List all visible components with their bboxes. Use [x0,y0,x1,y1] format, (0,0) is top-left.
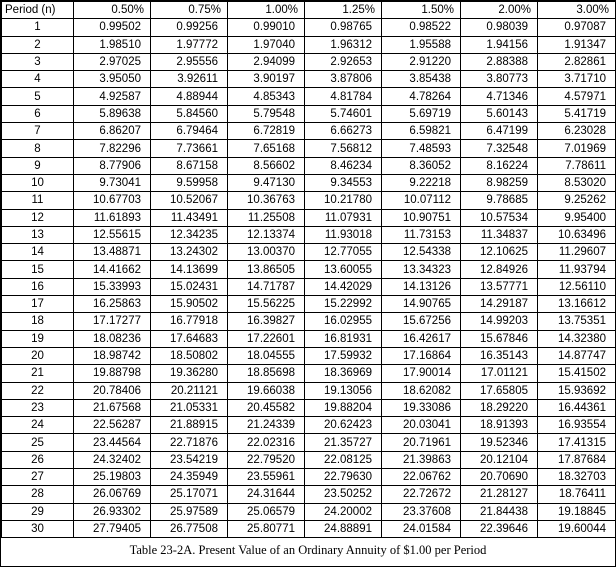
period-cell: 11 [2,192,74,209]
table-row [2,503,616,520]
annuity-value-cell: 16.81931 [305,330,382,347]
annuity-value-cell: 18.04555 [228,347,305,364]
table-row [2,434,616,451]
period-cell: 10 [2,174,74,191]
annuity-value-cell: 17.41315 [538,434,616,451]
table-row [2,140,616,157]
period-cell: 5 [2,88,74,105]
annuity-value-cell: 8.56602 [228,157,305,174]
annuity-value-cell: 2.95556 [151,53,228,70]
annuity-value-cell: 7.32548 [461,140,538,157]
annuity-value-cell: 7.73661 [151,140,228,157]
annuity-value-cell: 1.96312 [305,36,382,53]
column-header-rate: 1.00% [228,2,305,19]
annuity-value-cell: 11.73153 [382,226,461,243]
annuity-value-cell: 11.07931 [305,209,382,226]
table-row [2,330,616,347]
annuity-value-cell: 4.57971 [538,88,616,105]
table-row [2,71,616,88]
column-header-rate: 2.00% [461,2,538,19]
annuity-value-cell: 16.77918 [151,313,228,330]
annuity-value-cell: 2.94099 [228,53,305,70]
period-cell: 17 [2,296,74,313]
annuity-value-cell: 10.07112 [382,192,461,209]
period-cell: 8 [2,140,74,157]
period-cell: 14 [2,244,74,261]
annuity-value-cell: 18.62082 [382,382,461,399]
annuity-value-cell: 10.67703 [74,192,151,209]
annuity-value-cell: 13.34323 [382,261,461,278]
table-row [2,347,616,364]
annuity-value-cell: 21.35727 [305,434,382,451]
annuity-value-cell: 3.87806 [305,71,382,88]
column-header-rate: 1.50% [382,2,461,19]
annuity-value-cell: 4.92587 [74,88,151,105]
annuity-value-cell: 17.64683 [151,330,228,347]
period-cell: 22 [2,382,74,399]
annuity-value-cell: 9.34553 [305,174,382,191]
period-cell: 20 [2,347,74,364]
annuity-value-cell: 9.22218 [382,174,461,191]
annuity-value-cell: 16.35143 [461,347,538,364]
annuity-value-cell: 3.95050 [74,71,151,88]
annuity-value-cell: 14.42029 [305,278,382,295]
annuity-value-cell: 21.05331 [151,399,228,416]
annuity-value-cell: 12.34235 [151,226,228,243]
annuity-value-cell: 6.79464 [151,123,228,140]
annuity-value-cell: 15.67846 [461,330,538,347]
annuity-value-cell: 22.56287 [74,417,151,434]
table-header-row [2,2,616,19]
table-row [2,382,616,399]
annuity-value-cell: 6.72819 [228,123,305,140]
table-row [2,192,616,209]
annuity-value-cell: 15.33993 [74,278,151,295]
annuity-value-cell: 25.19803 [74,469,151,486]
annuity-value-cell: 1.98510 [74,36,151,53]
annuity-value-cell: 5.74601 [305,105,382,122]
annuity-value-cell: 22.08125 [305,451,382,468]
annuity-value-cell: 4.81784 [305,88,382,105]
annuity-value-cell: 20.03041 [382,417,461,434]
annuity-value-cell: 8.36052 [382,157,461,174]
annuity-value-cell: 14.71787 [228,278,305,295]
period-cell: 1 [2,19,74,36]
table-row [2,244,616,261]
table-row [2,417,616,434]
annuity-value-cell: 27.79405 [74,520,151,537]
annuity-value-cell: 4.78264 [382,88,461,105]
annuity-value-cell: 6.59821 [382,123,461,140]
annuity-value-cell: 0.99502 [74,19,151,36]
period-cell: 29 [2,503,74,520]
period-cell: 12 [2,209,74,226]
annuity-value-cell: 14.29187 [461,296,538,313]
annuity-value-cell: 11.93018 [305,226,382,243]
annuity-value-cell: 14.32380 [538,330,616,347]
annuity-value-cell: 1.95588 [382,36,461,53]
annuity-value-cell: 17.17277 [74,313,151,330]
annuity-value-cell: 3.92611 [151,71,228,88]
annuity-value-cell: 13.24302 [151,244,228,261]
annuity-value-cell: 24.20002 [305,503,382,520]
table-caption: Table 23-2A. Present Value of an Ordinary Annuity of $1.00 per Period [129,543,487,557]
annuity-value-cell: 5.84560 [151,105,228,122]
annuity-value-cell: 10.63496 [538,226,616,243]
table-row [2,53,616,70]
annuity-value-cell: 2.82861 [538,53,616,70]
annuity-value-cell: 22.06762 [382,469,461,486]
annuity-value-cell: 0.98522 [382,19,461,36]
period-cell: 27 [2,469,74,486]
annuity-value-cell: 17.01121 [461,365,538,382]
annuity-value-cell: 24.88891 [305,520,382,537]
period-cell: 18 [2,313,74,330]
annuity-value-cell: 24.35949 [151,469,228,486]
annuity-value-cell: 26.06769 [74,486,151,503]
annuity-value-cell: 6.66273 [305,123,382,140]
annuity-value-cell: 19.60044 [538,520,616,537]
table-row [2,226,616,243]
annuity-value-cell: 21.67568 [74,399,151,416]
annuity-value-cell: 11.61893 [74,209,151,226]
annuity-value-cell: 12.56110 [538,278,616,295]
period-cell: 13 [2,226,74,243]
annuity-value-cell: 8.46234 [305,157,382,174]
table-row [2,261,616,278]
annuity-value-cell: 22.79630 [305,469,382,486]
annuity-value-cell: 19.52346 [461,434,538,451]
annuity-value-cell: 11.93794 [538,261,616,278]
table-row [2,105,616,122]
table-row [2,88,616,105]
annuity-value-cell: 13.75351 [538,313,616,330]
annuity-value-cell: 19.36280 [151,365,228,382]
annuity-value-cell: 17.22601 [228,330,305,347]
period-cell: 2 [2,36,74,53]
annuity-value-cell: 22.39646 [461,520,538,537]
table-row [2,278,616,295]
annuity-value-cell: 0.98765 [305,19,382,36]
annuity-value-cell: 13.60055 [305,261,382,278]
annuity-value-cell: 26.93302 [74,503,151,520]
annuity-value-cell: 5.60143 [461,105,538,122]
annuity-value-cell: 3.90197 [228,71,305,88]
annuity-value-cell: 22.71876 [151,434,228,451]
table-row [2,486,616,503]
annuity-value-cell: 20.62423 [305,417,382,434]
annuity-value-cell: 0.98039 [461,19,538,36]
annuity-value-cell: 12.54338 [382,244,461,261]
annuity-value-cell: 19.88204 [305,399,382,416]
annuity-value-cell: 17.90014 [382,365,461,382]
annuity-value-cell: 18.91393 [461,417,538,434]
annuity-value-cell: 9.95400 [538,209,616,226]
annuity-value-cell: 17.87684 [538,451,616,468]
annuity-value-cell: 9.47130 [228,174,305,191]
annuity-value-cell: 10.21780 [305,192,382,209]
period-cell: 24 [2,417,74,434]
annuity-value-cell: 20.21121 [151,382,228,399]
annuity-value-cell: 18.08236 [74,330,151,347]
annuity-value-cell: 11.25508 [228,209,305,226]
annuity-value-cell: 15.93692 [538,382,616,399]
table-row [2,296,616,313]
annuity-value-cell: 5.41719 [538,105,616,122]
table-body [2,19,616,538]
annuity-value-cell: 3.80773 [461,71,538,88]
annuity-value-cell: 13.16612 [538,296,616,313]
annuity-value-cell: 18.29220 [461,399,538,416]
annuity-value-cell: 0.99010 [228,19,305,36]
table-row [2,451,616,468]
annuity-value-cell: 19.33086 [382,399,461,416]
annuity-value-cell: 20.70690 [461,469,538,486]
annuity-value-cell: 9.73041 [74,174,151,191]
table-row [2,19,616,36]
period-cell: 6 [2,105,74,122]
column-header-rate: 0.75% [151,2,228,19]
annuity-value-cell: 2.88388 [461,53,538,70]
annuity-value-cell: 18.36969 [305,365,382,382]
annuity-value-cell: 5.79548 [228,105,305,122]
annuity-value-cell: 23.54219 [151,451,228,468]
column-header-period: Period (n) [2,2,74,19]
table-row [2,469,616,486]
annuity-value-cell: 14.87747 [538,347,616,364]
table-row [2,36,616,53]
annuity-value-cell: 9.59958 [151,174,228,191]
table-row [2,365,616,382]
annuity-value-cell: 12.77055 [305,244,382,261]
annuity-value-cell: 13.48871 [74,244,151,261]
annuity-value-cell: 25.17071 [151,486,228,503]
annuity-value-cell: 1.97772 [151,36,228,53]
period-cell: 21 [2,365,74,382]
annuity-value-cell: 22.72672 [382,486,461,503]
annuity-value-cell: 11.29607 [538,244,616,261]
period-cell: 16 [2,278,74,295]
annuity-value-cell: 6.47199 [461,123,538,140]
annuity-value-cell: 11.43491 [151,209,228,226]
annuity-value-cell: 0.99256 [151,19,228,36]
annuity-value-cell: 16.44361 [538,399,616,416]
column-header-rate: 0.50% [74,2,151,19]
annuity-value-cell: 10.52067 [151,192,228,209]
annuity-value-cell: 15.67256 [382,313,461,330]
annuity-value-cell: 7.82296 [74,140,151,157]
annuity-value-cell: 9.25262 [538,192,616,209]
annuity-value-cell: 8.98259 [461,174,538,191]
annuity-value-cell: 2.97025 [74,53,151,70]
annuity-value-cell: 4.85343 [228,88,305,105]
period-cell: 26 [2,451,74,468]
annuity-value-cell: 18.50802 [151,347,228,364]
period-cell: 23 [2,399,74,416]
annuity-value-cell: 23.50252 [305,486,382,503]
annuity-value-cell: 18.85698 [228,365,305,382]
annuity-value-cell: 19.88798 [74,365,151,382]
annuity-value-cell: 6.23028 [538,123,616,140]
annuity-value-cell: 18.76411 [538,486,616,503]
annuity-value-cell: 15.02431 [151,278,228,295]
annuity-value-cell: 2.92653 [305,53,382,70]
annuity-value-cell: 15.56225 [228,296,305,313]
annuity-value-cell: 5.69719 [382,105,461,122]
annuity-value-cell: 19.66038 [228,382,305,399]
annuity-value-cell: 21.84438 [461,503,538,520]
annuity-value-cell: 4.71346 [461,88,538,105]
annuity-value-cell: 1.97040 [228,36,305,53]
period-cell: 30 [2,520,74,537]
annuity-value-cell: 4.88944 [151,88,228,105]
table-row [2,174,616,191]
period-cell: 4 [2,71,74,88]
annuity-value-cell: 2.91220 [382,53,461,70]
annuity-value-cell: 20.12104 [461,451,538,468]
annuity-value-cell: 1.91347 [538,36,616,53]
annuity-value-cell: 18.98742 [74,347,151,364]
annuity-value-cell: 13.00370 [228,244,305,261]
annuity-value-cell: 17.16864 [382,347,461,364]
period-cell: 15 [2,261,74,278]
table-row [2,209,616,226]
annuity-value-cell: 14.99203 [461,313,538,330]
annuity-value-cell: 25.80771 [228,520,305,537]
annuity-value-cell: 14.41662 [74,261,151,278]
annuity-value-cell: 26.77508 [151,520,228,537]
annuity-value-cell: 6.86207 [74,123,151,140]
annuity-value-cell: 9.78685 [461,192,538,209]
period-cell: 9 [2,157,74,174]
annuity-value-cell: 21.39863 [382,451,461,468]
annuity-value-cell: 1.94156 [461,36,538,53]
annuity-value-cell: 12.10625 [461,244,538,261]
annuity-value-cell: 24.31644 [228,486,305,503]
table-row [2,123,616,140]
period-cell: 25 [2,434,74,451]
annuity-value-cell: 10.57534 [461,209,538,226]
annuity-value-cell: 12.84926 [461,261,538,278]
annuity-value-cell: 0.97087 [538,19,616,36]
annuity-value-cell: 24.01584 [382,520,461,537]
annuity-value-cell: 10.36763 [228,192,305,209]
annuity-value-cell: 15.22992 [305,296,382,313]
annuity-value-cell: 21.88915 [151,417,228,434]
annuity-value-cell: 17.59932 [305,347,382,364]
annuity-value-cell: 23.55961 [228,469,305,486]
annuity-value-cell: 5.89638 [74,105,151,122]
annuity-value-cell: 21.24339 [228,417,305,434]
annuity-value-cell: 25.06579 [228,503,305,520]
annuity-value-cell: 20.78406 [74,382,151,399]
annuity-value-cell: 11.34837 [461,226,538,243]
annuity-value-cell: 23.37608 [382,503,461,520]
period-cell: 7 [2,123,74,140]
annuity-value-cell: 14.90765 [382,296,461,313]
annuity-value-cell: 21.28127 [461,486,538,503]
annuity-value-cell: 22.79520 [228,451,305,468]
annuity-value-cell: 7.78611 [538,157,616,174]
annuity-value-cell: 15.90502 [151,296,228,313]
annuity-value-cell: 17.65805 [461,382,538,399]
table-row [2,313,616,330]
annuity-value-cell: 14.13699 [151,261,228,278]
annuity-value-cell: 14.13126 [382,278,461,295]
column-header-rate: 3.00% [538,2,616,19]
annuity-value-cell: 8.67158 [151,157,228,174]
annuity-value-cell: 20.45582 [228,399,305,416]
annuity-value-cell: 16.42617 [382,330,461,347]
annuity-value-cell: 10.90751 [382,209,461,226]
annuity-value-cell: 13.86505 [228,261,305,278]
annuity-value-cell: 3.71710 [538,71,616,88]
table-row [2,157,616,174]
annuity-value-cell: 20.71961 [382,434,461,451]
annuity-table [1,1,616,538]
annuity-value-cell: 8.16224 [461,157,538,174]
annuity-value-cell: 16.39827 [228,313,305,330]
annuity-value-cell: 7.65168 [228,140,305,157]
annuity-value-cell: 7.56812 [305,140,382,157]
annuity-value-cell: 19.18845 [538,503,616,520]
annuity-value-cell: 7.01969 [538,140,616,157]
annuity-value-cell: 15.41502 [538,365,616,382]
annuity-value-cell: 25.97589 [151,503,228,520]
annuity-value-cell: 24.32402 [74,451,151,468]
annuity-value-cell: 18.32703 [538,469,616,486]
table-row [2,399,616,416]
annuity-value-cell: 19.13056 [305,382,382,399]
annuity-value-cell: 16.02955 [305,313,382,330]
period-cell: 19 [2,330,74,347]
annuity-value-cell: 12.55615 [74,226,151,243]
annuity-value-cell: 23.44564 [74,434,151,451]
annuity-value-cell: 8.77906 [74,157,151,174]
annuity-value-cell: 12.13374 [228,226,305,243]
annuity-value-cell: 8.53020 [538,174,616,191]
period-cell: 28 [2,486,74,503]
annuity-value-cell: 16.25863 [74,296,151,313]
annuity-value-cell: 13.57771 [461,278,538,295]
period-cell: 3 [2,53,74,70]
annuity-value-cell: 16.93554 [538,417,616,434]
annuity-value-cell: 7.48593 [382,140,461,157]
annuity-value-cell: 3.85438 [382,71,461,88]
annuity-value-cell: 22.02316 [228,434,305,451]
column-header-rate: 1.25% [305,2,382,19]
